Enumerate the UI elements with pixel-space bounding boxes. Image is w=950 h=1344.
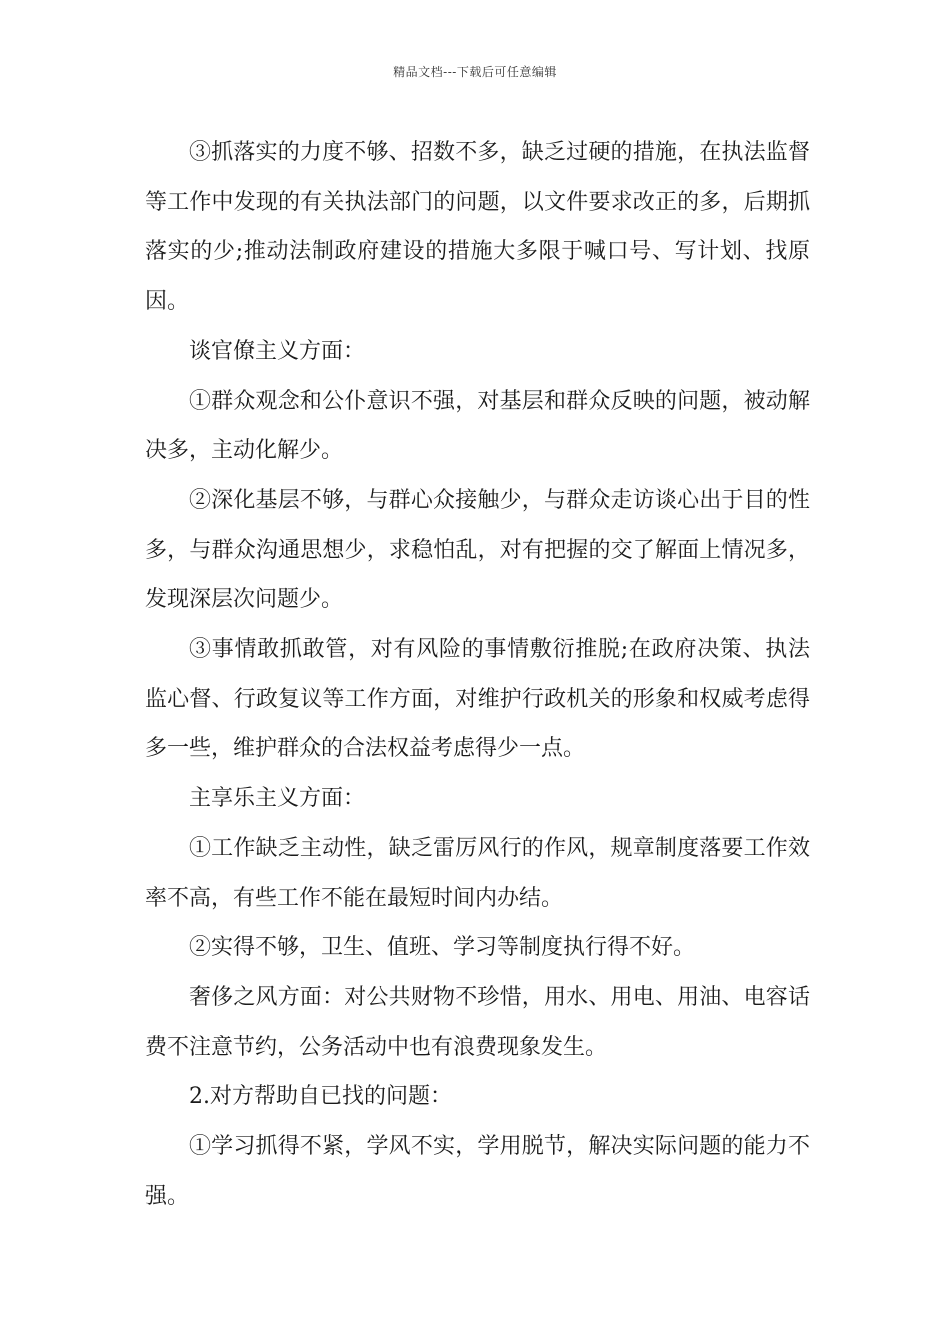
paragraph: ①学习抓得不紧，学风不实，学用脱节，解决实际问题的能力不强。 (145, 1134, 810, 1209)
section-heading: 2.对方帮助自已找的问题： (189, 1084, 452, 1110)
page-header: 精品文档---下载后可任意编辑 (393, 65, 557, 79)
section-heading: 主享乐主义方面： (189, 786, 366, 812)
paragraph: ③抓落实的力度不够、招数不多，缺乏过硬的措施，在执法监督等工作中发现的有关执法部门的问题，以文件要求改正的多，后期抓落实的少;推动法制政府建设的措施大多限于喊口号、写计划、找原因。 (145, 140, 810, 315)
paragraph: ③事情敢抓敢管，对有风险的事情敷衍推脱;在政府决策、执法监心督、行政复议等工作方面，对维护行政机关的形象和权威考虑得多一些，维护群众的合法权益考虑得少一点。 (145, 637, 810, 762)
section-heading: 谈官僚主义方面： (189, 338, 366, 364)
paragraph: ①群众观念和公仆意识不强，对基层和群众反映的问题，被动解决多，主动化解少。 (145, 388, 810, 464)
paragraph: ①工作缺乏主动性，缺乏雷厉风行的作风，规章制度落要工作效率不高，有些工作不能在最短时间内办结。 (145, 835, 810, 911)
document-body (145, 128, 810, 1221)
paragraph: ②实得不够，卫生、值班、学习等制度执行得不好。 (189, 935, 696, 961)
paragraph: 奢侈之风方面：对公共财物不珍惜，用水、用电、用油、电容话费不注意节约，公务活动中也有浪费现象发生。 (145, 984, 810, 1060)
paragraph: ②深化基层不够，与群心众接触少，与群众走访谈心出于目的性多，与群众沟通思想少，求稳怕乱，对有把握的交了解面上情况多，发现深层次问题少。 (145, 487, 810, 613)
